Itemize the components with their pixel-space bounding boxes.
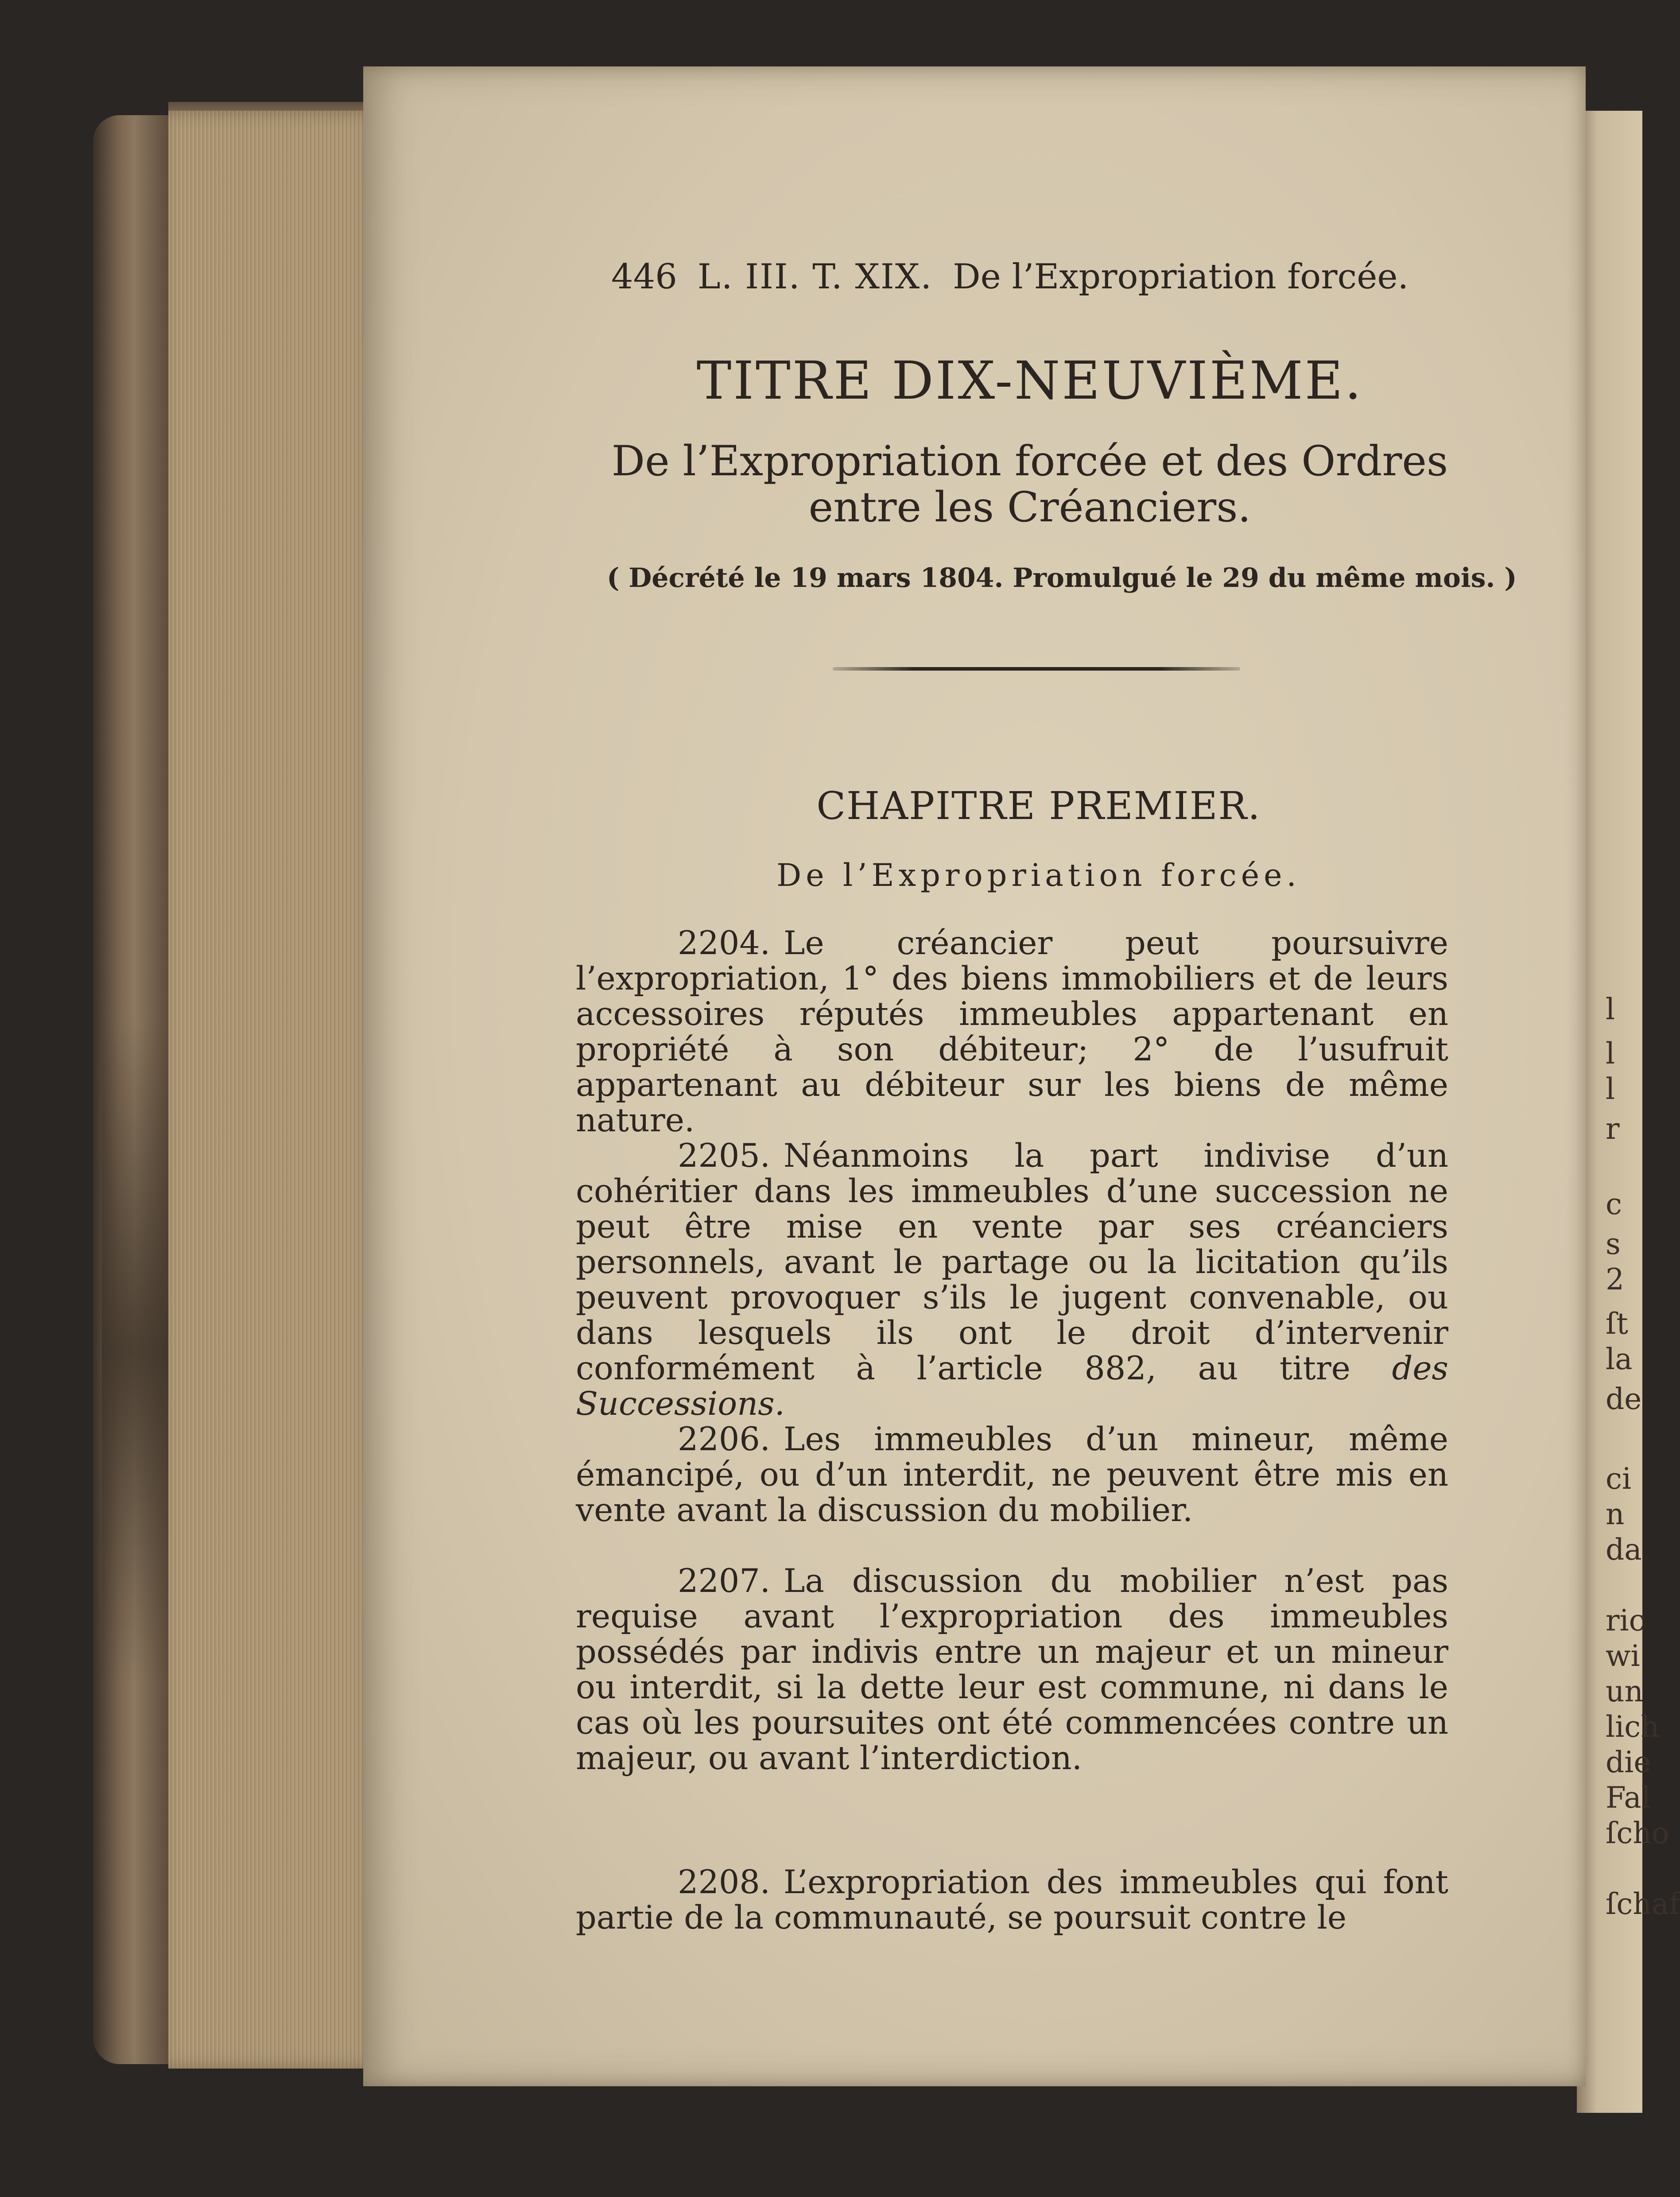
- facing-page-fragment: da: [1606, 1533, 1642, 1567]
- article-2205: [576, 1138, 1448, 1422]
- facing-page-fragment: wi: [1606, 1639, 1640, 1673]
- running-title: De l’Expropriation forcée.: [953, 257, 1409, 297]
- article-2208: [576, 1865, 1448, 1936]
- article-2204: [576, 926, 1448, 1138]
- article-text: L’expropriation des immeubles qui font partie de la communauté, se poursuit contre le: [576, 1863, 1448, 1937]
- article-text: Le créancier peut poursuivre l’expropriation, 1° des biens immobiliers et de leurs accessoires réputés immeubles appartenant en propriété à son débiteur; 2° de l’usufruit appartenant au débiteur sur les biens de même nature.: [576, 924, 1448, 1139]
- facing-page-fragment: ric: [1606, 1603, 1645, 1638]
- article-2207: [576, 1564, 1448, 1776]
- decree-note: ( Décrété le 19 mars 1804. Promulgué le 29 du même mois. ): [607, 563, 1517, 594]
- facing-page-fragment: ſt: [1606, 1307, 1628, 1341]
- facing-page-fragment: la: [1606, 1342, 1633, 1376]
- spine-wear: [102, 1019, 168, 1683]
- book-reference: L. III. T. XIX.: [697, 257, 933, 297]
- facing-page-fragment: ci: [1606, 1462, 1632, 1496]
- article-number: 2204.: [678, 924, 770, 962]
- articles-body: [576, 926, 1448, 1936]
- article-text: La discussion du mobilier n’est pas requise avant l’expropriation des immeubles possédés par indivis entre un majeur et un mineur ou interdit, si la dette leur est commune, ni dans le cas où les poursuites ont été commencées contre un majeur, ou avant l’interdiction.: [576, 1562, 1448, 1777]
- facing-page-fragment: lich: [1606, 1710, 1660, 1744]
- article-text: Les immeubles d’un mineur, même émancipé, ou d’un interdit, ne peuvent être mis en vente avant la discussion du mobilier.: [576, 1421, 1448, 1529]
- chapter-subheading: De l’Expropriation forcée.: [776, 857, 1301, 893]
- article-2206: [576, 1422, 1448, 1528]
- facing-page-fragment: l: [1606, 992, 1615, 1026]
- facing-page-fragment: r: [1606, 1112, 1620, 1146]
- page-edges: [168, 111, 381, 2069]
- title-heading: TITRE DIX-NEUVIÈME.: [696, 350, 1363, 411]
- article-number: 2206.: [678, 1421, 770, 1458]
- facing-page-fragment: 2: [1606, 1262, 1624, 1296]
- facing-page-fragment: l: [1606, 1036, 1615, 1071]
- facing-page-fragment: ſcho: [1606, 1816, 1669, 1850]
- article-text: Néanmoins la part indivise d’un cohéritier dans les immeubles d’une succession ne peut être mise en vente par ses créanciers personnels, avant le partage ou la licitation qu’ils peuvent provoquer s’ils le jugent convenable, ou dans lesquels ils ont le droit d’intervenir conformément à l’article 882, au titre: [576, 1137, 1448, 1387]
- facing-page-fragment: s: [1606, 1227, 1621, 1261]
- facing-page-fragment: n: [1606, 1497, 1625, 1531]
- facing-page-fragment: ſchaf: [1606, 1887, 1680, 1921]
- divider-rule: [833, 667, 1240, 671]
- title-subheading: De l’Expropriation forcée et des Ordres entre les Créanciers.: [611, 437, 1448, 532]
- facing-page-fragment: un: [1606, 1674, 1644, 1708]
- article-italic-reference: des Successions.: [576, 1350, 1448, 1423]
- article-number: 2207.: [678, 1562, 770, 1600]
- article-number: 2208.: [678, 1863, 770, 1901]
- chapter-heading: CHAPITRE PREMIER.: [816, 784, 1261, 828]
- page-number: 446: [611, 257, 677, 297]
- facing-page-fragment: de: [1606, 1382, 1642, 1416]
- facing-page-fragment: Fal: [1606, 1781, 1651, 1815]
- running-header: [611, 257, 1453, 306]
- facing-page-fragment: l: [1606, 1072, 1615, 1106]
- facing-page-fragment: c: [1606, 1187, 1622, 1221]
- article-number: 2205.: [678, 1137, 770, 1175]
- facing-page-fragment: die: [1606, 1745, 1651, 1779]
